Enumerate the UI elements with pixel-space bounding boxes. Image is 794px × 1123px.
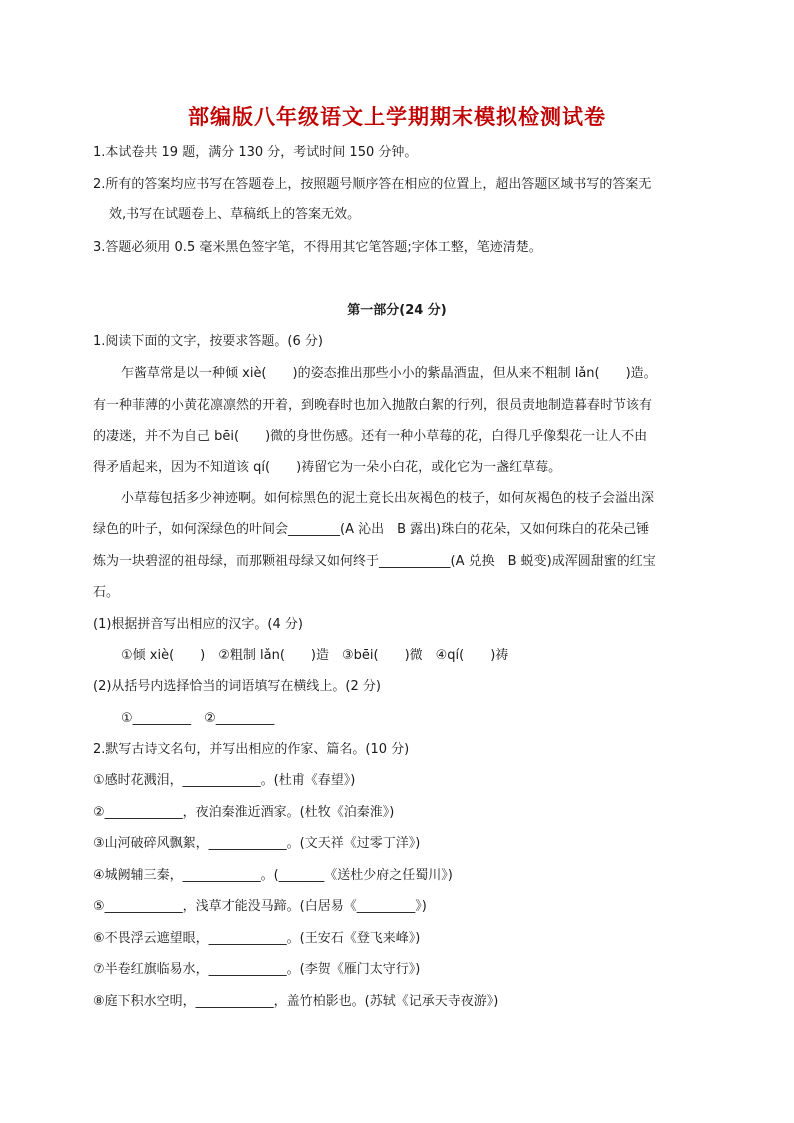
q1-stem: 1.阅读下面的文字，按要求答题。(6 分) [93, 334, 323, 349]
instruction-2-cont: 效,书写在试题卷上、草稿纸上的答案无效。 [109, 207, 361, 222]
q2-item: ②____________，夜泊秦淮近酒家。(杜牧《泊秦淮》) [93, 805, 395, 820]
q2-item: ⑧庭下积水空明，____________，盖竹柏影也。(苏轼《记承天寺夜游》) [93, 994, 499, 1009]
q1-passage-line: 绿色的叶子，如何深绿色的叶间会________(A 沁出 B 露出)珠白的花朵，又如何珠白的花朵己锤 [93, 522, 650, 537]
q1-passage-line: 的凄迷，并不为自己 bēi( )微的身世伤感。还有一种小草莓的花，白得几乎像梨花一让人不由 [93, 429, 648, 444]
instruction-3: 3.答题必须用 0.5 毫米黑色签字笔，不得用其它笔答题;字体工整，笔迹清楚。 [93, 240, 542, 255]
q2-stem: 2.默写古诗文名句，并写出相应的作家、篇名。(10 分) [93, 742, 410, 757]
q1-passage-line: 小草莓包括多少神迹啊。如何棕黑色的泥土竟长出灰褐色的枝子，如何灰褐色的枝子会溢出深 [121, 491, 655, 506]
q1-sub2-stem: (2)从括号内选择恰当的词语填写在横线上。(2 分) [93, 679, 381, 694]
q2-item: ⑦半卷红旗临易水，____________。(李贺《雁门太守行》) [93, 962, 421, 977]
q2-item: ⑥不畏浮云遮望眼，____________。(王安石《登飞来峰》) [93, 931, 421, 946]
q1-passage-line: 石。 [93, 585, 120, 600]
q1-sub1-items: ①倾 xiè( ) ②粗制 lǎn( )造 ③bēi( )微 ④qí( )祷 [121, 648, 509, 663]
exam-title: 部编版八年级语文上学期期末模拟检测试卷 [188, 104, 606, 129]
q1-passage-line: 炼为一块碧涩的祖母绿，而那颗祖母绿又如何终于___________(A 兑换 B 蜕变)成浑圆甜蜜的红宝 [93, 554, 656, 569]
q2-item: ③山河破碎风飘絮，____________。(文天祥《过零丁洋》) [93, 836, 421, 851]
q2-item: ⑤____________，浅草才能没马蹄。(白居易《_________》) [93, 899, 427, 914]
q1-passage-line: 乍酱草常是以一种倾 xiè( )的姿态推出那些小小的紫晶酒盅，但从来不粗制 lǎn( )造。 [121, 366, 657, 381]
q1-sub2-items: ①_________ ②_________ [121, 711, 275, 726]
q1-passage-line: 有一种菲薄的小黄花凛凛然的开着，到晚春时也加入抛散白絮的行列，很员责地制造暮春时节该有 [93, 398, 653, 413]
q1-passage-line: 得矛盾起来，因为不知道该 qí( )祷留它为一朵小白花，或化它为一盏红草莓。 [93, 460, 562, 475]
q1-sub1-stem: (1)根据拼音写出相应的汉字。(4 分) [93, 617, 303, 632]
instruction-2: 2.所有的答案均应书写在答题卷上，按照题号顺序答在相应的位置上，超出答题区域书写的答案无 [93, 177, 652, 192]
q2-item: ①感时花溅泪，____________。(杜甫《春望》) [93, 773, 356, 788]
instruction-1: 1.本试卷共 19 题，满分 130 分，考试时间 150 分钟。 [93, 145, 418, 160]
section-1-title: 第一部分(24 分) [347, 303, 447, 318]
q2-item: ④城阙辅三秦，____________。(_______《送杜少府之任蜀川》) [93, 868, 453, 883]
